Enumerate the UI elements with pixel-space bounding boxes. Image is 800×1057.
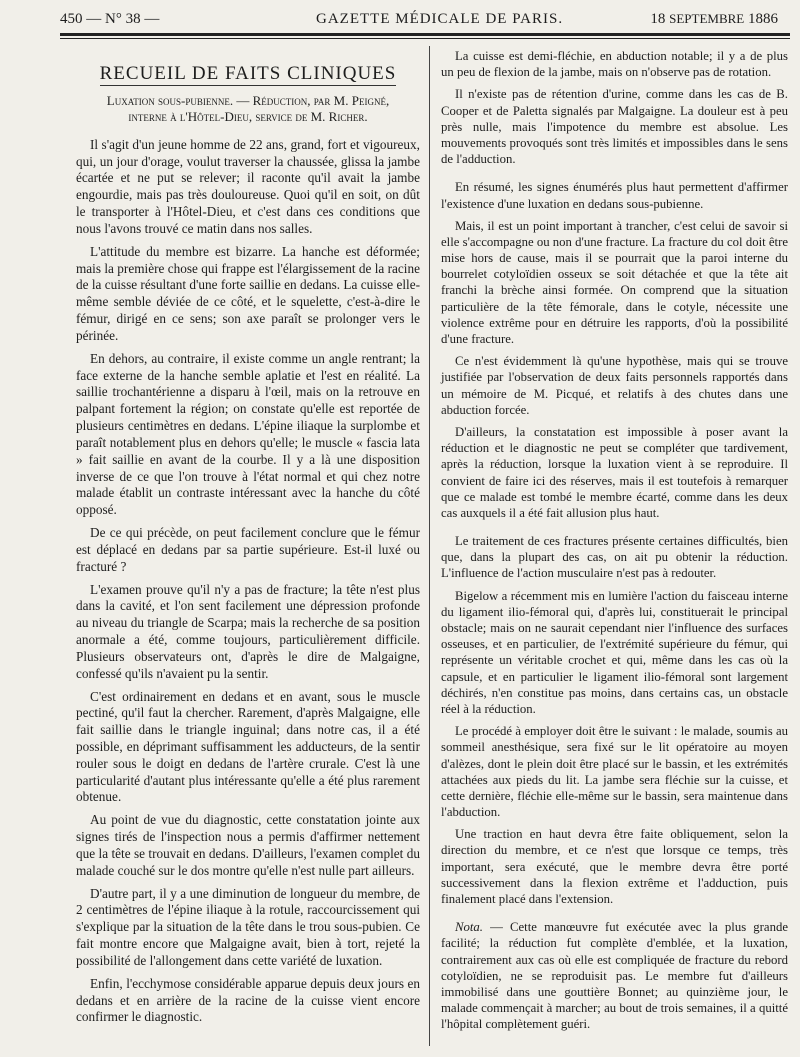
journal-title: GAZETTE MÉDICALE DE PARIS. — [316, 11, 564, 27]
paragraph: L'examen prouve qu'il n'y a pas de fracture; la tête n'est plus dans la cavité, et l'on sent facilement une dépression profonde au niveau du triangle de Scarpa; mais la recherche de sa position anormale a été, comme toujours, particulièrement difficile. Plusieurs observateurs ont, d'après le dire de Malgaigne, confessé qu'ils n'avaient pu la sentir. — [76, 581, 420, 681]
paragraph: En résumé, les signes énumérés plus haut permettent d'affirmer l'existence d'une luxation en dedans sous-pubienne. — [441, 180, 788, 211]
date-month: SEPTEMBRE — [669, 11, 745, 26]
page-header — [60, 8, 788, 30]
case-heading — [76, 93, 420, 125]
paragraph: Au point de vue du diagnostic, cette constatation jointe aux signes tirés de l'inspection nous a permis d'affirmer nettement que la tête se trouvait en dedans. D'ailleurs, l'examen complet du malade couché sur le dos montre qu'elle n'est nulle part ailleurs. — [76, 812, 420, 878]
nota-paragraph — [441, 919, 788, 1032]
paragraph: Il n'existe pas de rétention d'urine, comme dans les cas de B. Cooper et de Paletta signalés par Malgaigne. La douleur est à peu près nulle, mais l'impotence du membre est absolue. Les mouvements provoqués sont très limités et impossibles dans le sens de l'adduction. — [441, 87, 788, 167]
paragraph: Ce n'est évidemment là qu'une hypothèse, mais qui se trouve justifiée par l'observation de deux faits personnels rapportés dans un mémoire de M. Picqué, et relatifs à des chutes dans une abduction forcée. — [441, 354, 788, 417]
paragraph: Le traitement de ces fractures présente certaines difficultés, bien que, dans la plupart des cas, on ait pu obtenir la réduction. L'influence de l'action musculaire n'est pas à redouter. — [441, 534, 788, 581]
right-column — [441, 48, 788, 1039]
paragraph: D'ailleurs, la constatation est impossible à poser avant la réduction et le diagnostic ne peut se compléter que tardivement, après la réduction, lorsque la luxation vient à se reproduire. Il convient de faire ici des réserves, mais il est toutefois à remarquer que ce malade est tombé le membre écarté, comme dans les deux cas auxquels il a été fait allusion plus haut. — [441, 424, 788, 520]
paragraph: Une traction en haut devra être faite obliquement, selon la direction du membre, et ce n'est que lorsque ce temps, très important, sera exécuté, que le membre devra être porté successivement dans la flexion extrême et l'adduction, puis finalement placé dans l'extension. — [441, 827, 788, 906]
nota-label: Nota. — [455, 920, 483, 935]
paragraph: Le procédé à employer doit être le suivant : le malade, soumis au sommeil anesthésique, sera fixé sur le lit opératoire au moyen d'alèzes, dont le plein doit être placé sur le bassin, et les extrémités attachées aux pieds du lit. La jambe sera fléchie sur la cuisse, et cette dernière, fléchie elle-même sur le bassin, sera maintenue dans l'abduction. — [441, 724, 788, 820]
case-heading-line-2: interne à l'Hôtel-Dieu, service de M. Richer. — [128, 108, 368, 124]
issue-date — [650, 8, 778, 30]
nota-text: — Cette manœuvre fut exécutée avec la plus grande facilité; la réduction fut complète d'emblée, et la luxation, contrairement aux cas où elle est compliquée de fracture du rebord cotyloïdien, ne se reproduisit pas. Le membre fut d'ailleurs immobilisé dans une gouttière Bonnet; au quinzième jour, le malade commençait à marcher; au bout de trois semaines, il a quitté l'hôpital complètement guéri. — [441, 920, 788, 1032]
paragraph: En dehors, au contraire, il existe comme un angle rentrant; la face externe de la hanche semble aplatie et l'est en réalité. La saillie trochantérienne a disparu à l'œil, mais on la retrouve en palpant fortement la région; on constate qu'elle est reportée de plusieurs centimètres en dedans. L'épine iliaque la surplombe et paraît notablement plus en dehors qu'elle; le muscle « fascia lata » fait saillie en avant de la courbe. Il y a là une disposition inverse de ce que l'on trouve à l'état normal et qui chez notre malade établit un contraste intéressant avec la hanche du côté opposé. — [76, 350, 420, 518]
page-number: 450 — N° 38 — — [60, 11, 160, 27]
date-day: 18 — [650, 11, 666, 27]
paragraph: Bigelow a récemment mis en lumière l'action du faisceau interne du ligament ilio-fémoral qui, d'après lui, constituerait le principal obstacle; mais on ne saurait cependant nier l'influence des surfaces osseuses, et en particulier, de l'extrémité supérieure du fémur, qui représente un véritable crochet et qui, même dans les cas où la capsule, et en particulier le ligament ilio-fémoral sont largement déchirés, n'en constitue pas moins, dans certains cas, un obstacle réel à la réduction. — [441, 588, 788, 716]
paragraph: D'autre part, il y a une diminution de longueur du membre, de 2 centimètres de l'épine iliaque à la rotule, raccourcissement qui s'explique par la situation de la tête dans le trou sous-pubien. Ce fait montre encore que Malgaigne avait, bien à tort, rejeté la possibilité de l'allongement dans cette variété de luxation. — [76, 885, 420, 968]
paragraph: Enfin, l'ecchymose considérable apparue depuis deux jours en dedans et en arrière de la racine de la cuisse vient encore confirmer le diagnostic. — [76, 975, 420, 1025]
case-heading-line-1: Luxation sous-pubienne. — Réduction, par M. Peigné, — [106, 92, 390, 108]
paragraph: C'est ordinairement en dedans et en avant, sous le muscle pectiné, qu'il faut la chercher. Rarement, d'après Malgaigne, elle fait saillie dans le triangle inguinal; dans notre cas, il a été possible, en déprimant suffisamment les adducteurs, de la sentir rouler sous le doigt en dedans de l'artère crurale. C'est là une particularité d'autant plus intéressante qu'elle a été plus rarement obtenue. — [76, 688, 420, 805]
header-rule-thick — [60, 33, 790, 36]
paragraph: Il s'agit d'un jeune homme de 22 ans, grand, fort et vigoureux, qui, un jour d'orage, voulut traverser la chaussée, glissa la jambe écartée et ne put se relever; il raconte qu'il avait la jambe engourdie, mais pas très douloureuse. Quoi qu'il en soit, on dût le transporter à l'Hôtel-Dieu, et c'est dans ces conditions que nous l'avons trouvé ce matin dans nos salles. — [76, 136, 420, 236]
column-divider — [429, 46, 430, 1046]
section-title: RECUEIL DE FAITS CLINIQUES — [99, 63, 397, 84]
date-year: 1886 — [748, 11, 778, 27]
paragraph: De ce qui précède, on peut facilement conclure que le fémur est déplacé en dedans par sa partie supérieure. Est-il luxé ou fracturé ? — [76, 525, 420, 574]
paragraph: Mais, il est un point important à trancher, c'est celui de savoir si elle s'accompagne ou non d'une fracture. La fracture du col doit être mise hors de cause, mais il se pourrait que la paroi interne du bourrelet cotyloïdien osseux se soit détachée et que la tête ait franchi la brèche ainsi formée. On comprend que la situation particulière de la tête fémorale, dans le cotyle, nécessite une violence extrême pour en détruire les rapports, d'où la possibilité d'une fracture. — [441, 218, 788, 346]
left-column — [76, 48, 420, 1032]
paragraph: La cuisse est demi-fléchie, en abduction notable; il y a de plus un peu de flexion de la jambe, mais on n'observe pas de rotation. — [441, 49, 788, 80]
header-rule-thin — [60, 38, 790, 39]
paragraph: L'attitude du membre est bizarre. La hanche est déformée; mais la première chose qui frappe est l'élargissement de la racine de la cuisse résultant d'une forte saillie en dedans. La cuisse elle-même semble déviée de ce côté, et le squelette, c'est-à-dire le fémur, dirigé en ce sens; son axe paraît se prolonger vers le périnée. — [76, 243, 420, 343]
